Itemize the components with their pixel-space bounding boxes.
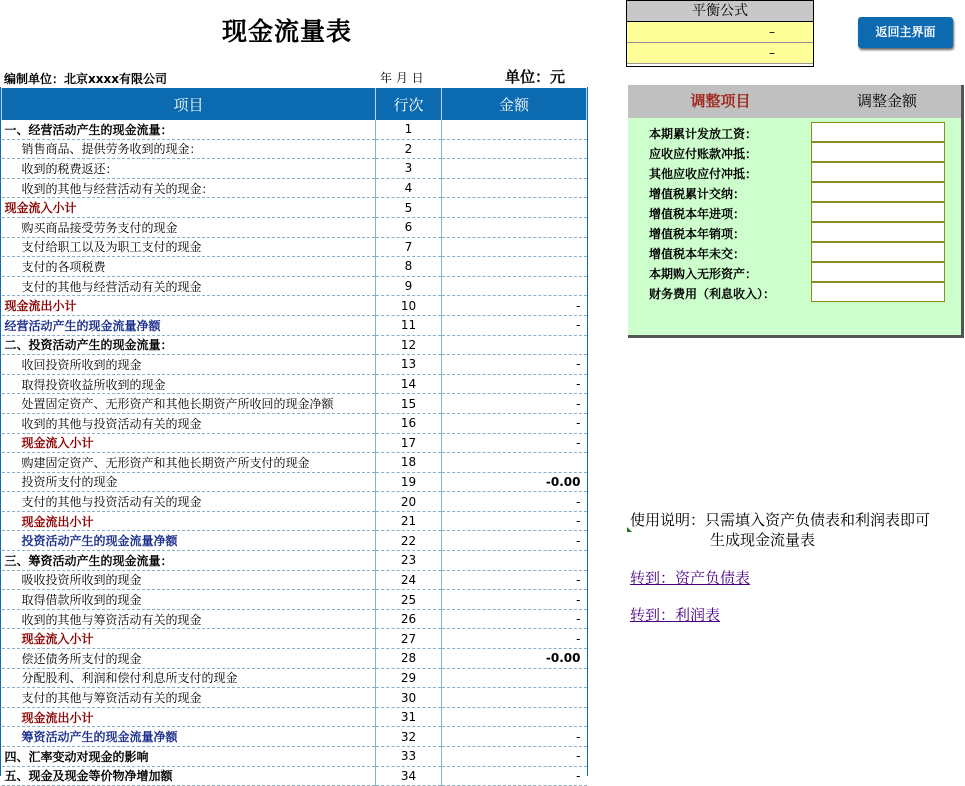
row-amount-cell[interactable] <box>442 178 587 198</box>
table-row <box>2 413 587 433</box>
table-row <box>2 649 587 669</box>
row-number: 33 <box>376 747 442 767</box>
row-item-label: 收到的其他与筹资活动有关的现金 <box>2 609 376 629</box>
row-amount-cell[interactable] <box>442 453 587 473</box>
usage-note-cont: 生成现金流量表 <box>710 531 816 549</box>
adjust-amount-input[interactable] <box>811 222 945 242</box>
table-row <box>2 355 587 375</box>
table-row <box>2 531 587 551</box>
row-item-label: 支付的其他与经营活动有关的现金 <box>2 276 376 296</box>
adjust-item-label: 增值税本年未交： <box>649 247 746 261</box>
adjust-item-label: 增值税本年进项： <box>649 207 746 221</box>
row-amount-cell[interactable] <box>442 707 587 727</box>
row-amount-cell[interactable] <box>442 688 587 708</box>
table-row <box>2 139 587 159</box>
row-item-label: 现金流入小计 <box>2 433 376 453</box>
row-item-label: 收到的其他与投资活动有关的现金 <box>2 413 376 433</box>
row-number: 32 <box>376 727 442 747</box>
row-amount-cell[interactable]: - <box>442 296 587 316</box>
table-row <box>2 492 587 512</box>
row-amount-cell[interactable] <box>442 139 587 159</box>
row-item-label: 处置固定资产、无形资产和其他长期资产所收回的现金净额 <box>2 394 376 414</box>
usage-note: 使用说明：只需填入资产负债表和利润表即可 <box>630 511 931 529</box>
row-number: 30 <box>376 688 442 708</box>
table-row <box>2 668 587 688</box>
row-amount-cell[interactable] <box>442 335 587 355</box>
row-amount-cell[interactable] <box>442 159 587 179</box>
row-item-label: 吸收投资所收到的现金 <box>2 570 376 590</box>
row-number: 17 <box>376 433 442 453</box>
row-amount-cell[interactable]: -0.00 <box>442 472 587 492</box>
org-label: 编制单位：北京xxxx有限公司 <box>4 72 167 86</box>
row-item-label: 分配股利、利润和偿付利息所支付的现金 <box>2 668 376 688</box>
row-amount-cell[interactable] <box>442 668 587 688</box>
adjust-amount-input[interactable] <box>811 282 945 302</box>
table-row <box>2 198 587 218</box>
row-amount-cell[interactable]: - <box>442 315 587 335</box>
row-number: 24 <box>376 570 442 590</box>
col-header-amount: 金额 <box>442 88 587 120</box>
row-amount-cell[interactable] <box>442 120 587 139</box>
row-number: 16 <box>376 413 442 433</box>
table-row <box>2 178 587 198</box>
row-item-label: 五、现金及现金等价物净增加额 <box>2 766 376 786</box>
adjustment-panel <box>628 85 964 338</box>
row-number: 18 <box>376 453 442 473</box>
row-amount-cell[interactable]: - <box>442 727 587 747</box>
cash-flow-table <box>1 88 587 786</box>
balance-formula-box <box>626 0 814 67</box>
row-item-label: 投资活动产生的现金流量净额 <box>2 531 376 551</box>
row-amount-cell[interactable]: - <box>442 492 587 512</box>
table-row <box>2 727 587 747</box>
adjust-amount-input[interactable] <box>811 162 945 182</box>
row-item-label: 支付的各项税费 <box>2 257 376 277</box>
row-amount-cell[interactable]: - <box>442 511 587 531</box>
adjust-amount-input[interactable] <box>811 202 945 222</box>
row-number: 29 <box>376 668 442 688</box>
row-item-label: 支付的其他与投资活动有关的现金 <box>2 492 376 512</box>
row-number: 23 <box>376 551 442 571</box>
row-item-label: 投资所支付的现金 <box>2 472 376 492</box>
row-item-label: 购建固定资产、无形资产和其他长期资产所支付的现金 <box>2 453 376 473</box>
row-number: 31 <box>376 707 442 727</box>
table-row <box>2 688 587 708</box>
row-amount-cell[interactable]: - <box>442 413 587 433</box>
row-number: 28 <box>376 649 442 669</box>
row-item-label: 销售商品、提供劳务收到的现金： <box>2 139 376 159</box>
row-number: 13 <box>376 355 442 375</box>
adjust-amount-header: 调整金额 <box>856 92 917 110</box>
col-header-item: 项目 <box>2 88 376 120</box>
row-amount-cell[interactable] <box>442 237 587 257</box>
row-number: 20 <box>376 492 442 512</box>
row-amount-cell[interactable]: - <box>442 629 587 649</box>
row-amount-cell[interactable]: - <box>442 355 587 375</box>
row-number: 9 <box>376 276 442 296</box>
balance-value-1[interactable]: – <box>627 22 813 43</box>
row-number: 8 <box>376 257 442 277</box>
row-amount-cell[interactable]: - <box>442 570 587 590</box>
adjust-row <box>628 122 961 142</box>
row-number: 6 <box>376 217 442 237</box>
row-amount-cell[interactable] <box>442 257 587 277</box>
row-item-label: 取得投资收益所收到的现金 <box>2 374 376 394</box>
row-item-label: 经营活动产生的现金流量净额 <box>2 315 376 335</box>
row-item-label: 现金流出小计 <box>2 511 376 531</box>
adjust-item-label: 本期购入无形资产： <box>649 267 758 281</box>
page-title: 现金流量表 <box>222 17 353 46</box>
row-item-label: 现金流出小计 <box>2 707 376 727</box>
adjust-row <box>628 202 961 222</box>
link-income-statement[interactable]: 转到：利润表 <box>630 606 721 624</box>
table-row <box>2 296 587 316</box>
adjust-row <box>628 242 961 262</box>
row-amount-cell[interactable] <box>442 276 587 296</box>
balance-header: 平衡公式 <box>627 1 813 22</box>
row-number: 3 <box>376 159 442 179</box>
link-balance-sheet[interactable]: 转到：资产负债表 <box>630 569 751 587</box>
row-number: 19 <box>376 472 442 492</box>
table-row <box>2 315 587 335</box>
adjust-amount-input[interactable] <box>811 122 945 142</box>
row-number: 26 <box>376 609 442 629</box>
return-home-button[interactable]: 返回主界面 <box>858 17 953 48</box>
row-number: 15 <box>376 394 442 414</box>
row-item-label: 一、经营活动产生的现金流量： <box>2 120 376 139</box>
row-amount-cell[interactable]: - <box>442 374 587 394</box>
adjust-item-label: 增值税累计交纳： <box>649 187 746 201</box>
adjust-amount-input[interactable] <box>811 242 945 262</box>
adjust-row <box>628 182 961 202</box>
adjust-row <box>628 282 961 302</box>
row-item-label: 购买商品接受劳务支付的现金 <box>2 217 376 237</box>
row-item-label: 筹资活动产生的现金流量净额 <box>2 727 376 747</box>
table-row <box>2 551 587 571</box>
row-amount-cell[interactable]: - <box>442 590 587 610</box>
table-row <box>2 707 587 727</box>
balance-value-2[interactable]: – <box>627 43 813 64</box>
row-amount-cell[interactable] <box>442 217 587 237</box>
row-amount-cell[interactable] <box>442 551 587 571</box>
row-number: 25 <box>376 590 442 610</box>
row-item-label: 现金流入小计 <box>2 198 376 218</box>
adjust-item-label: 应收应付账款冲抵： <box>649 147 758 161</box>
table-row <box>2 453 587 473</box>
col-header-no: 行次 <box>376 88 442 120</box>
row-number: 11 <box>376 315 442 335</box>
row-number: 10 <box>376 296 442 316</box>
row-amount-cell[interactable]: - <box>442 531 587 551</box>
adjust-item-label: 财务费用（利息收入）： <box>649 287 776 301</box>
row-amount-cell[interactable] <box>442 198 587 218</box>
row-amount-cell[interactable]: - <box>442 609 587 629</box>
table-row <box>2 590 587 610</box>
adjust-amount-input[interactable] <box>811 262 945 282</box>
row-amount-cell[interactable]: - <box>442 766 587 786</box>
row-item-label: 现金流入小计 <box>2 629 376 649</box>
table-row <box>2 394 587 414</box>
row-number: 27 <box>376 629 442 649</box>
row-item-label: 收到的税费返还： <box>2 159 376 179</box>
table-header <box>2 88 587 120</box>
table-row <box>2 237 587 257</box>
row-item-label: 支付给职工以及为职工支付的现金 <box>2 237 376 257</box>
row-item-label: 二、投资活动产生的现金流量： <box>2 335 376 355</box>
row-number: 34 <box>376 766 442 786</box>
table-row <box>2 276 587 296</box>
adjust-item-header: 调整项目 <box>690 92 751 110</box>
row-number: 21 <box>376 511 442 531</box>
row-number: 22 <box>376 531 442 551</box>
row-item-label: 支付的其他与筹资活动有关的现金 <box>2 688 376 708</box>
row-amount-cell[interactable]: - <box>442 433 587 453</box>
row-item-label: 偿还债务所支付的现金 <box>2 649 376 669</box>
row-number: 1 <box>376 120 442 139</box>
row-item-label: 现金流出小计 <box>2 296 376 316</box>
adjust-item-label: 本期累计发放工资： <box>649 127 758 141</box>
adjust-row <box>628 262 961 282</box>
row-number: 7 <box>376 237 442 257</box>
adjust-row <box>628 222 961 242</box>
table-row <box>2 433 587 453</box>
row-item-label: 收回投资所收到的现金 <box>2 355 376 375</box>
table-row <box>2 159 587 179</box>
adjust-item-label: 增值税本年销项： <box>649 227 746 241</box>
row-number: 4 <box>376 178 442 198</box>
row-number: 2 <box>376 139 442 159</box>
row-item-label: 取得借款所收到的现金 <box>2 590 376 610</box>
adjust-item-label: 其他应收应付冲抵： <box>649 167 758 181</box>
table-row <box>2 217 587 237</box>
table-row <box>2 335 587 355</box>
row-number: 14 <box>376 374 442 394</box>
table-row <box>2 747 587 767</box>
table-row <box>2 257 587 277</box>
row-number: 5 <box>376 198 442 218</box>
adjust-amount-input[interactable] <box>811 182 945 202</box>
adjust-row <box>628 162 961 182</box>
table-row <box>2 511 587 531</box>
row-item-label: 三、筹资活动产生的现金流量： <box>2 551 376 571</box>
table-row <box>2 570 587 590</box>
row-amount-cell[interactable]: -0.00 <box>442 649 587 669</box>
adjustment-header <box>628 85 961 118</box>
row-number: 12 <box>376 335 442 355</box>
row-amount-cell[interactable]: - <box>442 747 587 767</box>
row-item-label: 收到的其他与经营活动有关的现金： <box>2 178 376 198</box>
table-row <box>2 609 587 629</box>
table-row <box>2 472 587 492</box>
row-item-label: 四、汇率变动对现金的影响 <box>2 747 376 767</box>
unit-label: 单位：元 <box>505 68 566 86</box>
adjust-amount-input[interactable] <box>811 142 945 162</box>
row-amount-cell[interactable]: - <box>442 394 587 414</box>
table-row <box>2 629 587 649</box>
table-row <box>2 374 587 394</box>
adjust-row <box>628 142 961 162</box>
table-row <box>2 120 587 139</box>
date-label: 年 月 日 <box>380 71 424 85</box>
